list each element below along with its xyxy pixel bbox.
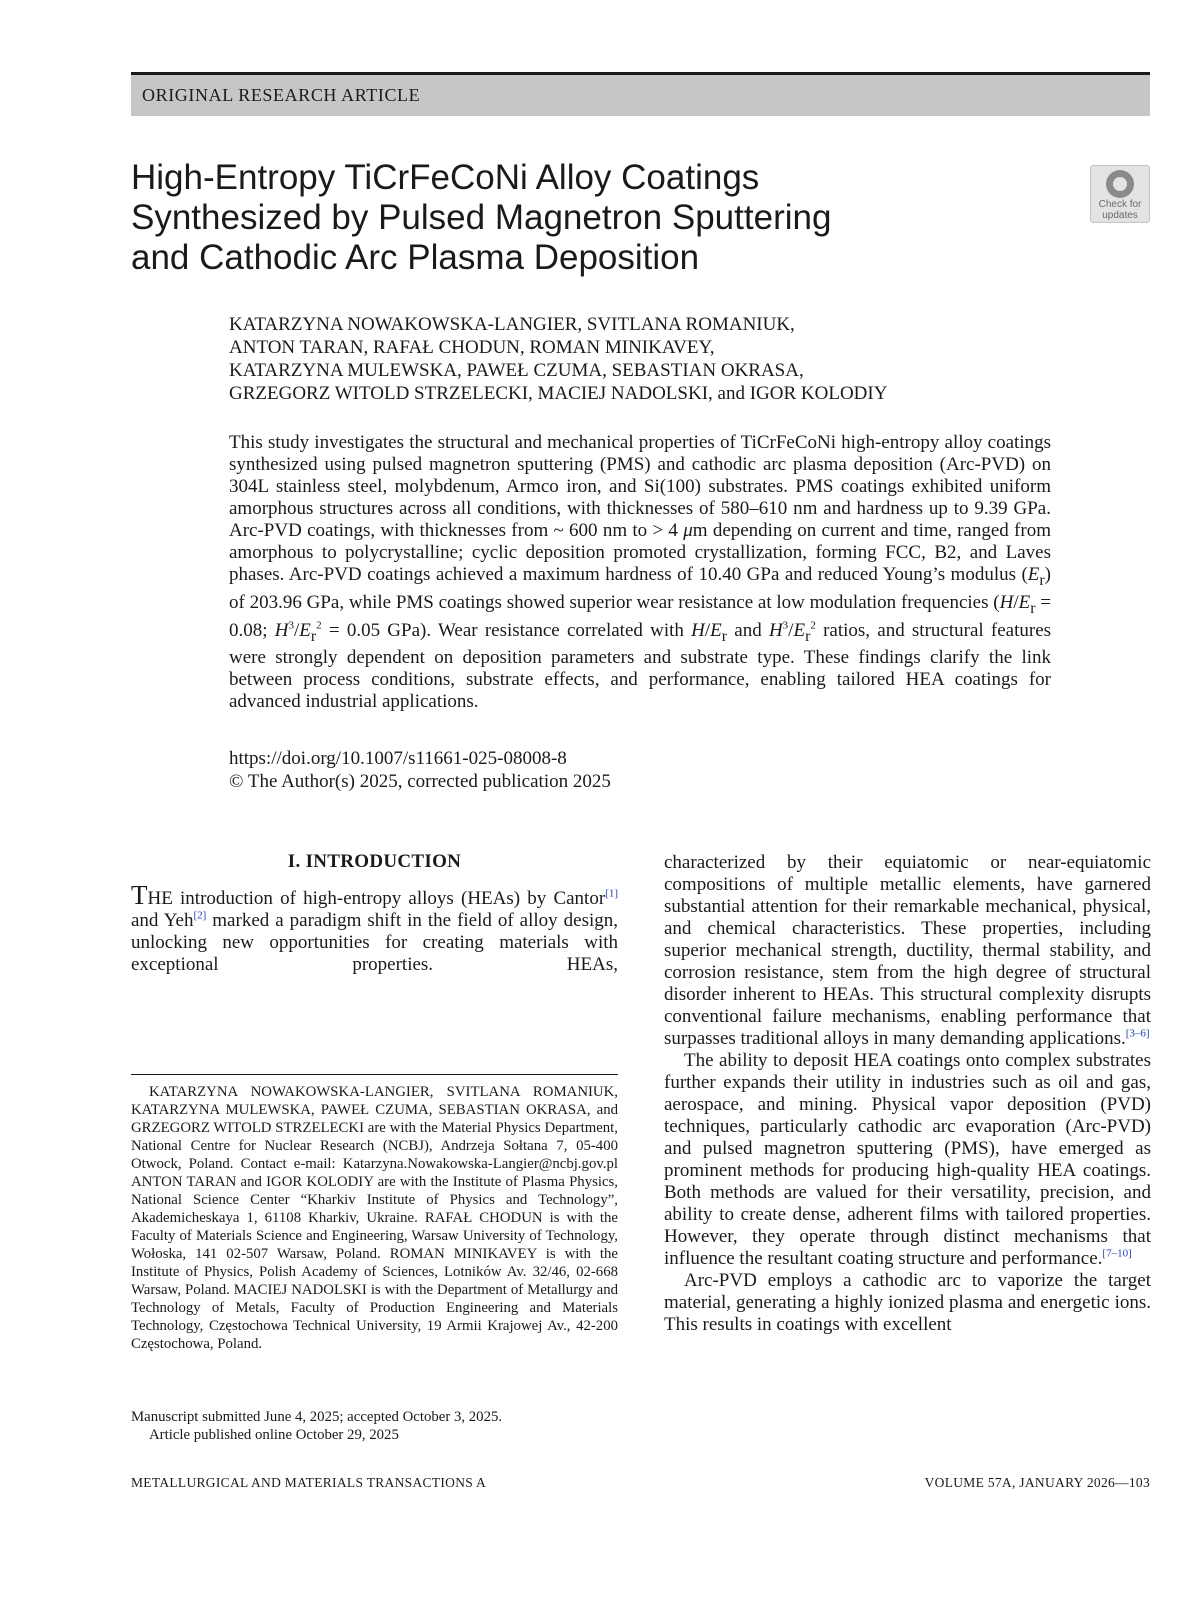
body-right-column: [664, 852, 1151, 1336]
publication-date: Article published online October 29, 2025: [149, 1427, 399, 1443]
title-line: High-Entropy TiCrFeCoNi Alloy Coatings: [131, 158, 760, 197]
doi-block: [229, 747, 611, 793]
article-type-banner: [131, 72, 1150, 116]
journal-name-footer: METALLURGICAL AND MATERIALS TRANSACTIONS A: [131, 1475, 487, 1490]
author-list: [229, 313, 1109, 405]
manuscript-dates: [131, 1408, 618, 1444]
check-updates-icon: [1106, 170, 1134, 198]
footnote-divider: [131, 1074, 618, 1075]
body-paragraph: Arc-PVD employs a cathodic arc to vaporize the target material, generating a highly ionized plasma and energetic ions. This results in coatings with excellent: [664, 1270, 1151, 1335]
article-type-label: ORIGINAL RESEARCH ARTICLE: [142, 85, 421, 105]
doi-link[interactable]: https://doi.org/10.1007/s11661-025-08008-8: [229, 748, 567, 769]
author-line: KATARZYNA NOWAKOWSKA-LANGIER, SVITLANA ROMANIUK,: [229, 314, 795, 335]
intro-paragraph: THE introduction of high-entropy alloys (HEAs) by Cantor[1] and Yeh[2] marked a paradigm shift in the field of alloy design, unlocking new opportunities for creating materials with exceptional properties. HEAs,: [131, 880, 619, 975]
author-affiliations: KATARZYNA NOWAKOWSKA-LANGIER, SVITLANA ROMANIUK, KATARZYNA MULEWSKA, PAWEŁ CZUMA, SEBASTIAN OKRASA, and GRZEGORZ WITOLD STRZELECKI are with the Material Physics Department, National Centre for Nuclear Research (NCBJ), Andrzeja Sołtana 7, 05-400 Otwock, Poland. Contact e-mail: Katarzyna.Nowakowska-Langier@ncbj.gov.pl ANTON TARAN and IGOR KOLODIY are with the Institute of Plasma Physics, National Science Center “Kharkiv Institute of Physics and Technology”, Akademicheskaya 1, 61108 Kharkiv, Ukraine. RAFAŁ CHODUN is with the Faculty of Materials Science and Engineering, Warsaw University of Technology, Wołoska, 141 02-507 Warsaw, Poland. ROMAN MINIKAVEY is with the Institute of Physics, Polish Academy of Sciences, Lotników Av. 32/46, 02-668 Warsaw, Poland. MACIEJ NADOLSKI is with the Department of Metallurgy and Technology of Metals, Faculty of Production Engineering and Materials Technology, Częstochowa Technical University, 19 Armii Krajowej Av., 42-200 Częstochowa, Poland.: [131, 1084, 618, 1352]
abstract: This study investigates the structural and mechanical properties of TiCrFeCoNi high-entropy alloy coatings synthesized using pulsed magnetron sputtering (PMS) and cathodic arc plasma deposition (Arc-PVD) on 304L stainless steel, molybdenum, Armco iron, and Si(100) substrates. PMS coatings exhibited uniform amorphous structures across all conditions, with thicknesses of 580–610 nm and hardness up to 9.39 GPa. Arc-PVD coatings, with thicknesses from ~ 600 nm to > 4 μm depending on current and time, ranged from amorphous to polycrystalline; cyclic deposition promoted crystallization, forming FCC, B2, and Laves phases. Arc-PVD coatings achieved a maximum hardness of 10.40 GPa and reduced Young’s modulus $(E_r)$ of 203.96 GPa, while PMS coatings showed superior wear resistance at low modulation frequencies ($H/E_r = 0.08$; $H^3/E_r^2 = 0.05$ GPa). Wear resistance correlated with $H/E_r$ and $H^3/E_r^2$ ratios, and structural features were strongly dependent on deposition parameters and substrate type. These findings clarify the link between process conditions, substrate effects, and performance, enabling tailored HEA coatings for advanced industrial applications.: [229, 432, 1052, 713]
check-for-updates-badge[interactable]: [1090, 165, 1150, 223]
author-line: KATARZYNA MULEWSKA, PAWEŁ CZUMA, SEBASTIAN OKRASA,: [229, 360, 804, 381]
author-line: GRZEGORZ WITOLD STRZELECKI, MACIEJ NADOLSKI, and IGOR KOLODIY: [229, 383, 888, 404]
citation-link[interactable]: [3–6]: [1125, 1027, 1150, 1040]
section-heading-introduction: I. INTRODUCTION: [287, 851, 462, 872]
copyright-line: © The Author(s) 2025, corrected publication 2025: [229, 771, 611, 792]
badge-line: Check for: [1098, 199, 1142, 210]
article-title: [131, 158, 991, 278]
volume-page-footer: VOLUME 57A, JANUARY 2026—103: [924, 1475, 1150, 1490]
body-paragraph: characterized by their equiatomic or near-equiatomic compositions of multiple metallic elements, have garnered substantial attention for their remarkable mechanical, physical, and chemical characteristics. These properties, including superior mechanical strength, ductility, thermal stability, and corrosion resistance, stem from the high degree of structural disorder inherent to HEAs. This structural complexity disrupts conventional failure mechanisms, enabling performance that surpasses traditional alloys in many demanding applications.[3–6]: [664, 852, 1151, 1049]
author-line: ANTON TARAN, RAFAŁ CHODUN, ROMAN MINIKAVEY,: [229, 337, 715, 358]
title-line: Synthesized by Pulsed Magnetron Sputtering: [131, 198, 832, 237]
body-paragraph: The ability to deposit HEA coatings onto complex substrates further expands their utility in industries such as oil and gas, aerospace, and mining. Physical vapor deposition (PVD) techniques, particularly cathodic arc evaporation (Arc-PVD) and pulsed magnetron sputtering (PMS), have emerged as prominent methods for producing high-quality HEA coatings. Both methods are valued for their versatility, precision, and ability to create dense, adherent films with tailored properties. However, they operate through distinct mechanisms that influence the resultant coating structure and performance.[7–10]: [664, 1050, 1151, 1269]
citation-link[interactable]: [1]: [605, 887, 618, 900]
citation-link[interactable]: [2]: [193, 909, 207, 922]
drop-cap: T: [131, 880, 148, 910]
citation-link[interactable]: [7–10]: [1102, 1247, 1132, 1260]
submission-date: Manuscript submitted June 4, 2025; accepted October 3, 2025.: [131, 1409, 503, 1425]
badge-line: updates: [1102, 210, 1138, 221]
title-line: and Cathodic Arc Plasma Deposition: [131, 238, 700, 277]
